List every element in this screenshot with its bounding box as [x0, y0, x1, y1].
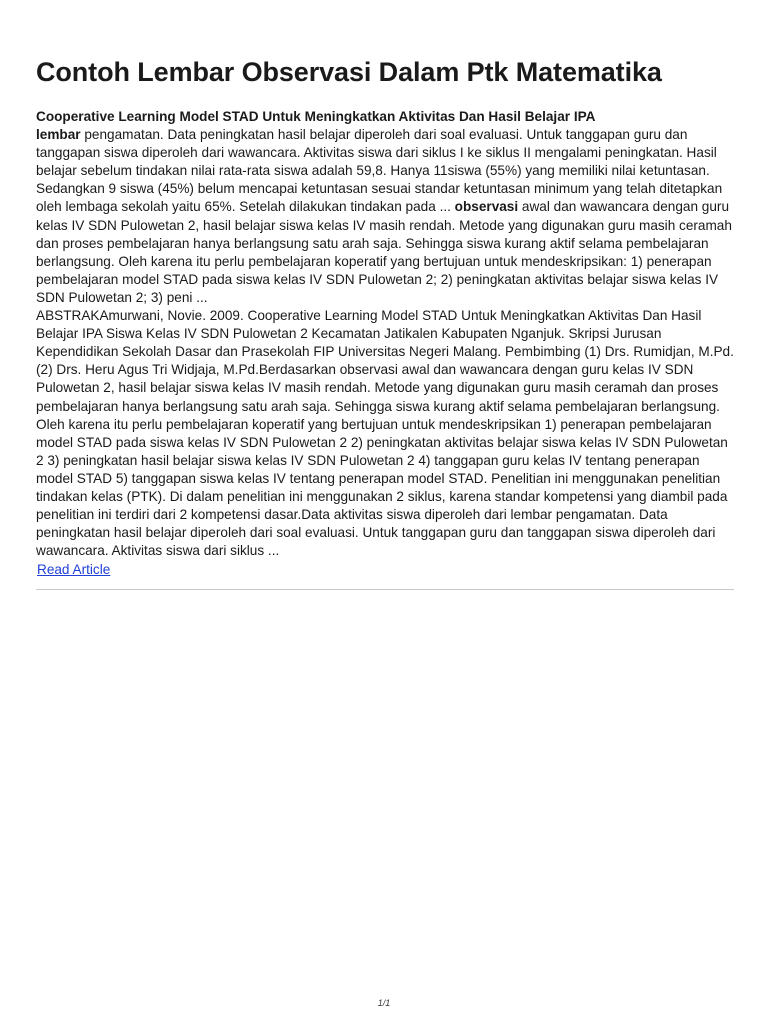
snippet-text-1: pengamatan. Data peningkatan hasil belajar diperoleh dari soal evaluasi. Untuk tanggapan guru dan tanggapan siswa diperoleh dari wawancara. Aktivitas siswa dari siklus I ke siklus II mengalami peningkatan. Hasil belajar sebelum tindakan nilai rata-rata siswa adalah 59,8. Hanya 11siswa (55%) yang memiliki nilai ketuntasan. Sedangkan 9 siswa (45%) belum mencapai ketuntasan sesuai standar ketuntasan minimum yang telah ditetapkan oleh lembaga sekolah yaitu 65%. Setelah dilakukan tindakan pada ...	[36, 127, 723, 215]
article-snippet	[36, 126, 734, 307]
page-title: Contoh Lembar Observasi Dalam Ptk Matematika	[36, 57, 662, 87]
highlight-observasi: observasi	[454, 199, 519, 215]
page-number: 1/1	[377, 998, 391, 1008]
article-divider	[36, 589, 734, 590]
highlight-lembar: lembar	[36, 127, 81, 143]
article-abstract: ABSTRAKAmurwani, Novie. 2009. Cooperative Learning Model STAD Untuk Meningkatkan Aktivitas Dan Hasil Belajar IPA Siswa Kelas IV SDN Pulowetan 2 Kecamatan Jatikalen Kabupaten Nganjuk. Skripsi Jurusan Kependidikan Sekolah Dasar dan Prasekolah FIP Universitas Negeri Malang. Pembimbing (1) Drs. Rumidjan, M.Pd. (2) Drs. Heru Agus Tri Widjaja, M.Pd.Berdasarkan observasi awal dan wawancara dengan guru kelas IV SDN Pulowetan 2, hasil belajar siswa kelas IV masih rendah. Metode yang digunakan guru masih ceramah dan proses pembelajaran hanya berlangsung satu arah saja. Sehingga siswa kurang aktif selama pembelajaran berlangsung. Oleh karena itu perlu pembelajaran koperatif yang bertujuan untuk mendeskripsikan 1) penerapan pembelajaran model STAD pada siswa kelas IV SDN Pulowetan 2 2) peningkatan aktivitas belajar siswa kelas IV SDN Pulowetan 2 3) peningkatan hasil belajar siswa kelas IV SDN Pulowetan 2 4) tanggapan guru kelas IV tentang penerapan model STAD 5) tanggapan siswa kelas IV tentang penerapan model STAD. Penelitian ini menggunakan penelitian tindakan kelas (PTK). Di dalam penelitian ini menggunakan 2 siklus, karena standar kompetensi yang diambil pada penelitian ini terdiri dari 2 kompetensi dasar.Data aktivitas siswa diperoleh dari lembar pengamatan. Data peningkatan hasil belajar diperoleh dari soal evaluasi. Untuk tanggapan guru dan tanggapan siswa diperoleh dari wawancara. Aktivitas siswa dari siklus ...	[36, 308, 734, 559]
article-title: Cooperative Learning Model STAD Untuk Meningkatkan Aktivitas Dan Hasil Belajar IPA	[36, 109, 596, 124]
article-entry	[36, 108, 734, 579]
read-article-link[interactable]: Read Article	[37, 562, 111, 578]
snippet-text-2: awal dan wawancara dengan guru kelas IV SDN Pulowetan 2, hasil belajar siswa kelas IV masih rendah. Metode yang digunakan guru masih ceramah dan proses pembelajaran hanya berlangsung satu arah saja. Sehingga siswa kurang aktif selama pembelajaran berlangsung. Oleh karena itu perlu pembelajaran koperatif yang bertujuan untuk mendeskripsikan: 1) penerapan pembelajaran model STAD pada siswa kelas IV SDN Pulowetan 2; 2) peningkatan aktivitas belajar siswa kelas IV SDN Pulowetan 2; 3) peni ...	[36, 199, 732, 305]
